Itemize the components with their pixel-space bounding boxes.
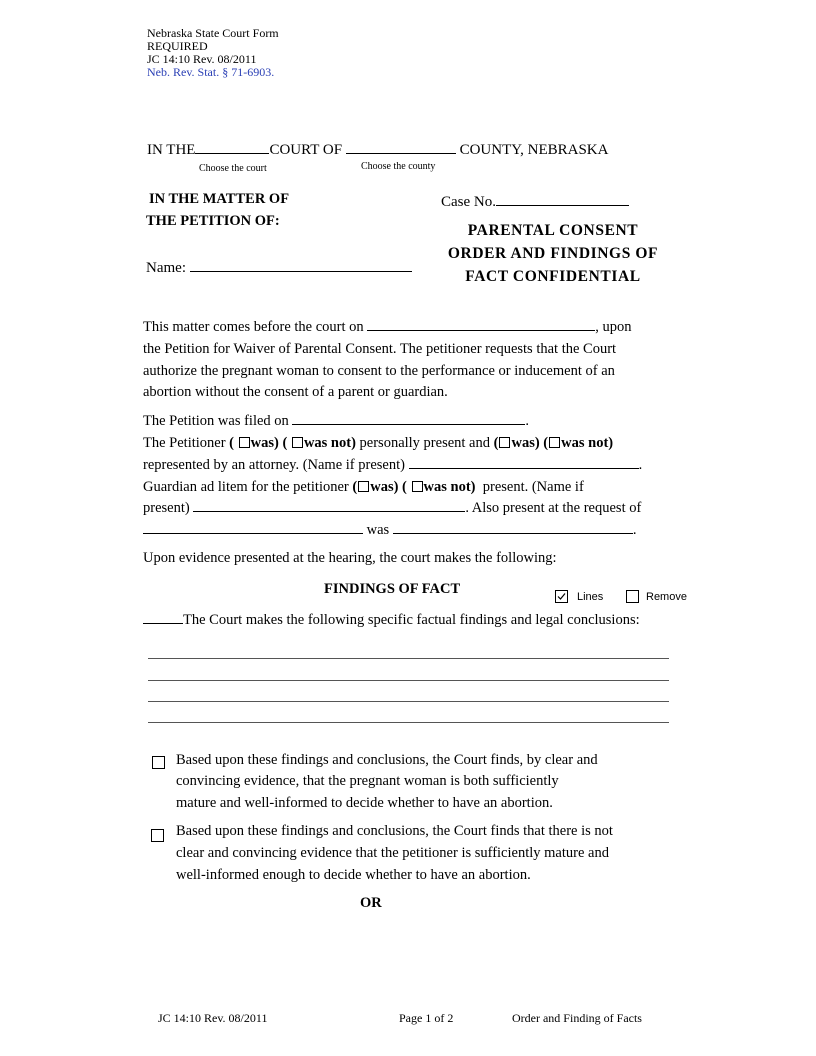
request-period: .: [632, 522, 637, 538]
gal-line: Guardian ad litem for the petitioner ( was) ( was not) present. (Name if: [143, 479, 584, 495]
attorney-label: represented by an attorney. (Name if present): [143, 457, 405, 473]
in-the-label: IN THE: [147, 142, 196, 158]
attorney-line: [143, 454, 642, 476]
attorney-was-label: was): [511, 435, 540, 451]
footer-page-number: Page 1 of 2: [399, 1011, 454, 1025]
choose-court-hint: Choose the court: [199, 163, 267, 174]
filed-period: .: [525, 413, 530, 429]
hearing-upon-text: , upon: [595, 319, 632, 335]
gal-label: Guardian ad litem for the petitioner: [143, 479, 349, 495]
petitioner-was-not-label: was not): [303, 435, 356, 451]
findings-line-3[interactable]: [148, 701, 669, 702]
gal-name-line: [143, 497, 641, 519]
title-line-2: ORDER AND FINDINGS OF: [447, 245, 659, 262]
gal-was-not-checkbox[interactable]: [412, 481, 423, 492]
lines-checkbox[interactable]: [555, 590, 568, 603]
not-mature-finding-line-2: clear and convincing evidence that the petitioner is sufficiently mature and: [176, 845, 609, 861]
petition-text-line-4: abortion without the consent of a parent or guardian.: [143, 384, 448, 400]
findings-intro-text: The Court makes the following specific factual findings and legal conclusions:: [183, 612, 640, 628]
lines-label: Lines: [577, 591, 604, 603]
mature-finding-line-2: convincing evidence, that the pregnant woman is both sufficiently: [176, 773, 559, 789]
findings-intro-line: [143, 609, 640, 631]
also-present-text: . Also present at the request of: [465, 500, 642, 516]
attorney-was-not-checkbox[interactable]: [549, 437, 560, 448]
attorney-was-not-label: was not): [561, 435, 614, 451]
mature-finding-line-1: Based upon these findings and conclusions, the Court finds, by clear and: [176, 752, 598, 768]
not-mature-finding-line-3: well-informed enough to decide whether to have an abortion.: [176, 867, 531, 883]
remove-checkbox[interactable]: [626, 590, 639, 603]
court-line: [147, 139, 608, 159]
findings-line-1[interactable]: [148, 658, 669, 659]
attorney-name-field[interactable]: [409, 454, 639, 469]
findings-initial-field[interactable]: [143, 609, 183, 624]
findings-line-4[interactable]: [148, 722, 669, 723]
form-required: REQUIRED: [147, 39, 208, 53]
case-number-line: [441, 191, 629, 211]
matter-of-heading: IN THE MATTER OF: [149, 191, 290, 207]
case-number-field[interactable]: [496, 191, 629, 206]
hearing-date-field[interactable]: [367, 316, 595, 331]
request-was-word: was: [366, 522, 390, 538]
request-line: [143, 519, 636, 541]
name-line: [146, 257, 412, 277]
footer-document-title: Order and Finding of Facts: [512, 1011, 642, 1025]
case-label: Case No.: [441, 194, 496, 210]
footer-form-number: JC 14:10 Rev. 08/2011: [158, 1011, 268, 1025]
form-source: Nebraska State Court Form: [147, 26, 279, 40]
findings-line-2[interactable]: [148, 680, 669, 681]
filed-line: [143, 410, 529, 432]
or-separator: OR: [360, 895, 382, 911]
gal-name-field[interactable]: [193, 497, 465, 512]
attorney-period: .: [638, 457, 643, 473]
gal-was-label: was): [370, 479, 399, 495]
petition-of-heading: THE PETITION OF:: [146, 213, 280, 229]
not-mature-finding-line-1: Based upon these findings and conclusions, the Court finds that there is not: [176, 823, 613, 839]
gal-was-checkbox[interactable]: [358, 481, 369, 492]
petitioner-presence-line: The Petitioner ( was) ( was not) personally present and ( was) ( was not): [143, 435, 614, 451]
gal-present-name-text: present. (Name if: [482, 479, 584, 495]
court-of-label: COURT OF: [269, 142, 343, 158]
mature-finding-checkbox[interactable]: [152, 756, 165, 769]
choose-county-hint: Choose the county: [361, 161, 436, 172]
name-label: Name:: [146, 260, 186, 276]
title-line-3: FACT CONFIDENTIAL: [465, 268, 641, 285]
remove-label: Remove: [646, 591, 687, 603]
filed-date-field[interactable]: [292, 410, 525, 425]
petitioner-was-checkbox[interactable]: [239, 437, 250, 448]
present-label: present): [143, 500, 190, 516]
check-icon: [556, 591, 567, 602]
request-of-field[interactable]: [393, 519, 633, 534]
petitioner-label: The Petitioner: [143, 435, 226, 451]
petitioner-was-label: was): [250, 435, 279, 451]
not-mature-finding-checkbox[interactable]: [151, 829, 164, 842]
statute-link[interactable]: Neb. Rev. Stat. § 71-6903.: [147, 65, 275, 79]
personally-present-text: personally present and: [359, 435, 490, 451]
evidence-text: Upon evidence presented at the hearing, the court makes the following:: [143, 550, 557, 566]
filed-label: The Petition was filed on: [143, 413, 289, 429]
county-field[interactable]: [346, 139, 456, 154]
petitioner-was-not-checkbox[interactable]: [292, 437, 303, 448]
hearing-date-line: [143, 316, 632, 338]
county-nebraska-label: COUNTY, NEBRASKA: [459, 142, 609, 158]
also-present-name-field[interactable]: [143, 519, 363, 534]
attorney-was-checkbox[interactable]: [499, 437, 510, 448]
name-field[interactable]: [190, 257, 412, 272]
petition-text-line-2: the Petition for Waiver of Parental Consent. The petitioner requests that the Court: [143, 341, 617, 357]
petition-text-line-3: authorize the pregnant woman to consent to the performance or inducement of an: [143, 363, 615, 379]
gal-was-not-label: was not): [423, 479, 476, 495]
title-line-1: PARENTAL CONSENT: [467, 222, 639, 239]
hearing-intro-text: This matter comes before the court on: [143, 319, 364, 335]
findings-heading: FINDINGS OF FACT: [324, 581, 461, 597]
mature-finding-line-3: mature and well-informed to decide whether to have an abortion.: [176, 795, 553, 811]
court-field[interactable]: [195, 139, 269, 154]
form-number: JC 14:10 Rev. 08/2011: [147, 52, 257, 66]
